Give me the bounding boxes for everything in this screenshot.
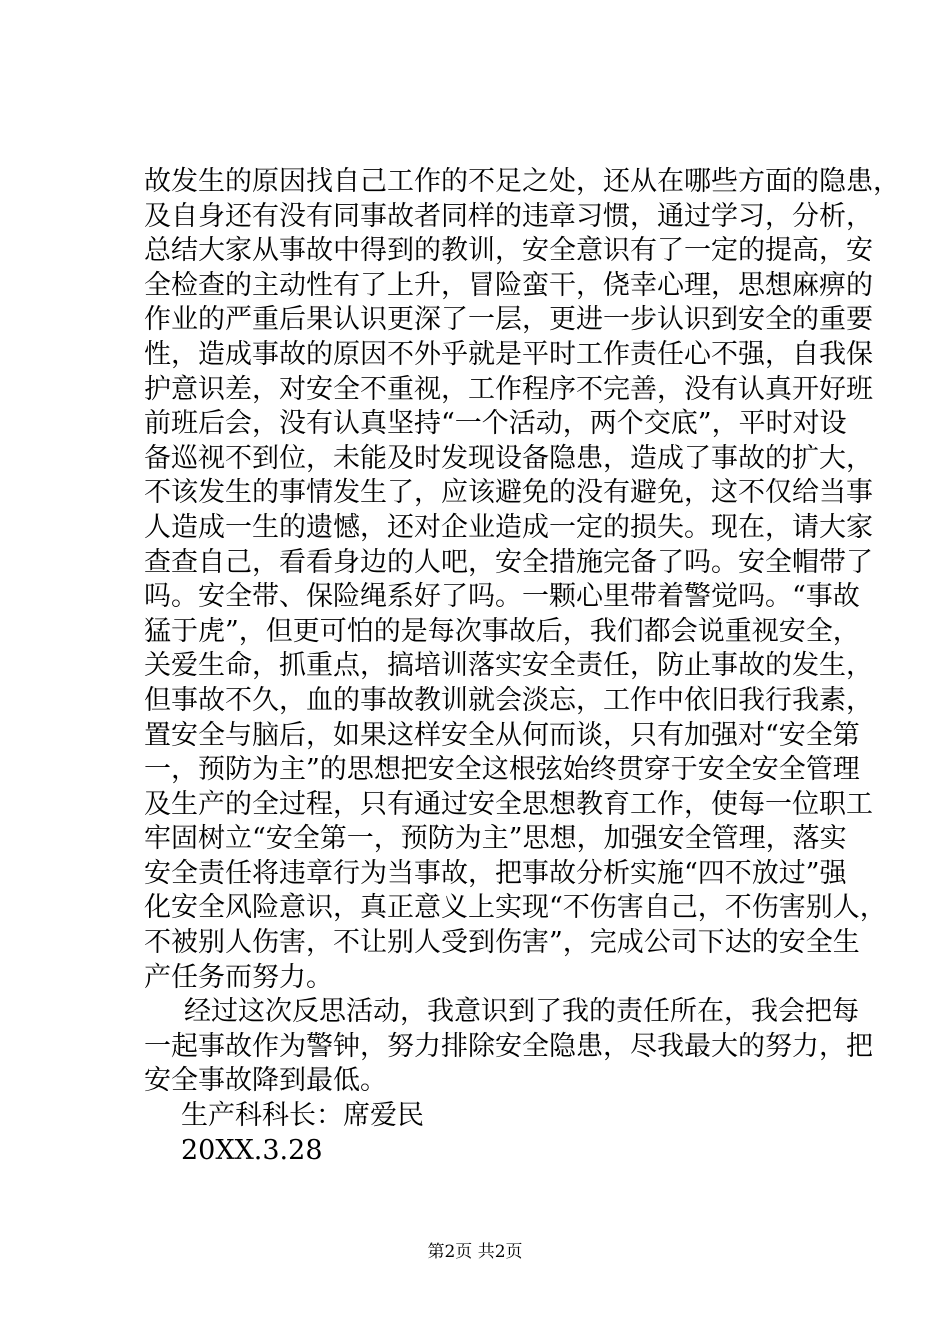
text-line: 全检查的主动性有了上升，冒险蛮干，侥幸心理，思想麻痹的 <box>144 269 873 301</box>
text-line: 猛于虎”，但更可怕的是每次事故后，我们都会说重视安全， <box>144 615 860 647</box>
text-line: 吗。安全带、保险绳系好了吗。一颗心里带着警觉吗。“事故 <box>144 581 860 613</box>
text-line: 牢固树立“安全第一，预防为主”思想，加强安全管理，落实 <box>144 823 847 855</box>
text-line: 备巡视不到位，未能及时发现设备隐患，造成了事故的扩大， <box>144 442 873 474</box>
text-line: 不该发生的事情发生了，应该避免的没有避免，这不仅给当事 <box>144 477 873 509</box>
signature: 生产科科长：席爱民 <box>181 1100 424 1132</box>
text-line: 化安全风险意识，真正意义上实现“不伤害自己，不伤害别人， <box>144 892 887 924</box>
text-line: 护意识差，对安全不重视，工作程序不完善，没有认真开好班 <box>144 373 873 405</box>
text-line: 不被别人伤害，不让别人受到伤害”，完成公司下达的安全生 <box>144 927 860 959</box>
text-line: 性，造成事故的原因不外乎就是平时工作责任心不强，自我保 <box>144 338 873 370</box>
text-line: 但事故不久，血的事故教训就会淡忘，工作中依旧我行我素， <box>144 684 873 716</box>
text-line: 查查自己，看看身边的人吧，安全措施完备了吗。安全帽带了 <box>144 546 873 578</box>
text-line: 人造成一生的遗憾，还对企业造成一定的损失。现在，请大家 <box>144 511 873 543</box>
text-line: 一起事故作为警钟，努力排除安全隐患，尽我最大的努力，把 <box>144 1030 873 1062</box>
page-number: 第2页 共2页 <box>427 1242 523 1262</box>
text-line: 前班后会，没有认真坚持“一个活动，两个交底”，平时对设 <box>144 408 847 440</box>
text-line: 置安全与脑后，如果这样安全从何而谈，只有加强对“安全第 <box>144 719 860 751</box>
text-line: 作业的严重后果认识更深了一层，更进一步认识到安全的重要 <box>144 304 873 336</box>
document-body <box>144 165 900 1168</box>
text-line: 安全事故降到最低。 <box>144 1065 387 1097</box>
text-line: 安全责任将违章行为当事故，把事故分析实施“四不放过”强 <box>144 857 847 889</box>
text-line: 经过这次反思活动，我意识到了我的责任所在，我会把每 <box>184 996 859 1028</box>
text-line: 一，预防为主”的思想把安全这根弦始终贯穿于安全安全管理 <box>144 754 860 786</box>
text-line: 及生产的全过程，只有通过安全思想教育工作，使每一位职工 <box>144 788 873 820</box>
page-footer <box>0 1241 950 1263</box>
text-line: 关爱生命，抓重点，搞培训落实安全责任，防止事故的发生， <box>144 650 873 682</box>
text-line: 及自身还有没有同事故者同样的违章习惯，通过学习，分析， <box>144 200 873 232</box>
text-line: 产任务而努力。 <box>144 961 333 993</box>
text-line: 总结大家从事故中得到的教训，安全意识有了一定的提高，安 <box>144 235 873 267</box>
text-line: 故发生的原因找自己工作的不足之处，还从在哪些方面的隐患， <box>144 166 900 197</box>
date: 20XX.3.28 <box>181 1134 323 1166</box>
